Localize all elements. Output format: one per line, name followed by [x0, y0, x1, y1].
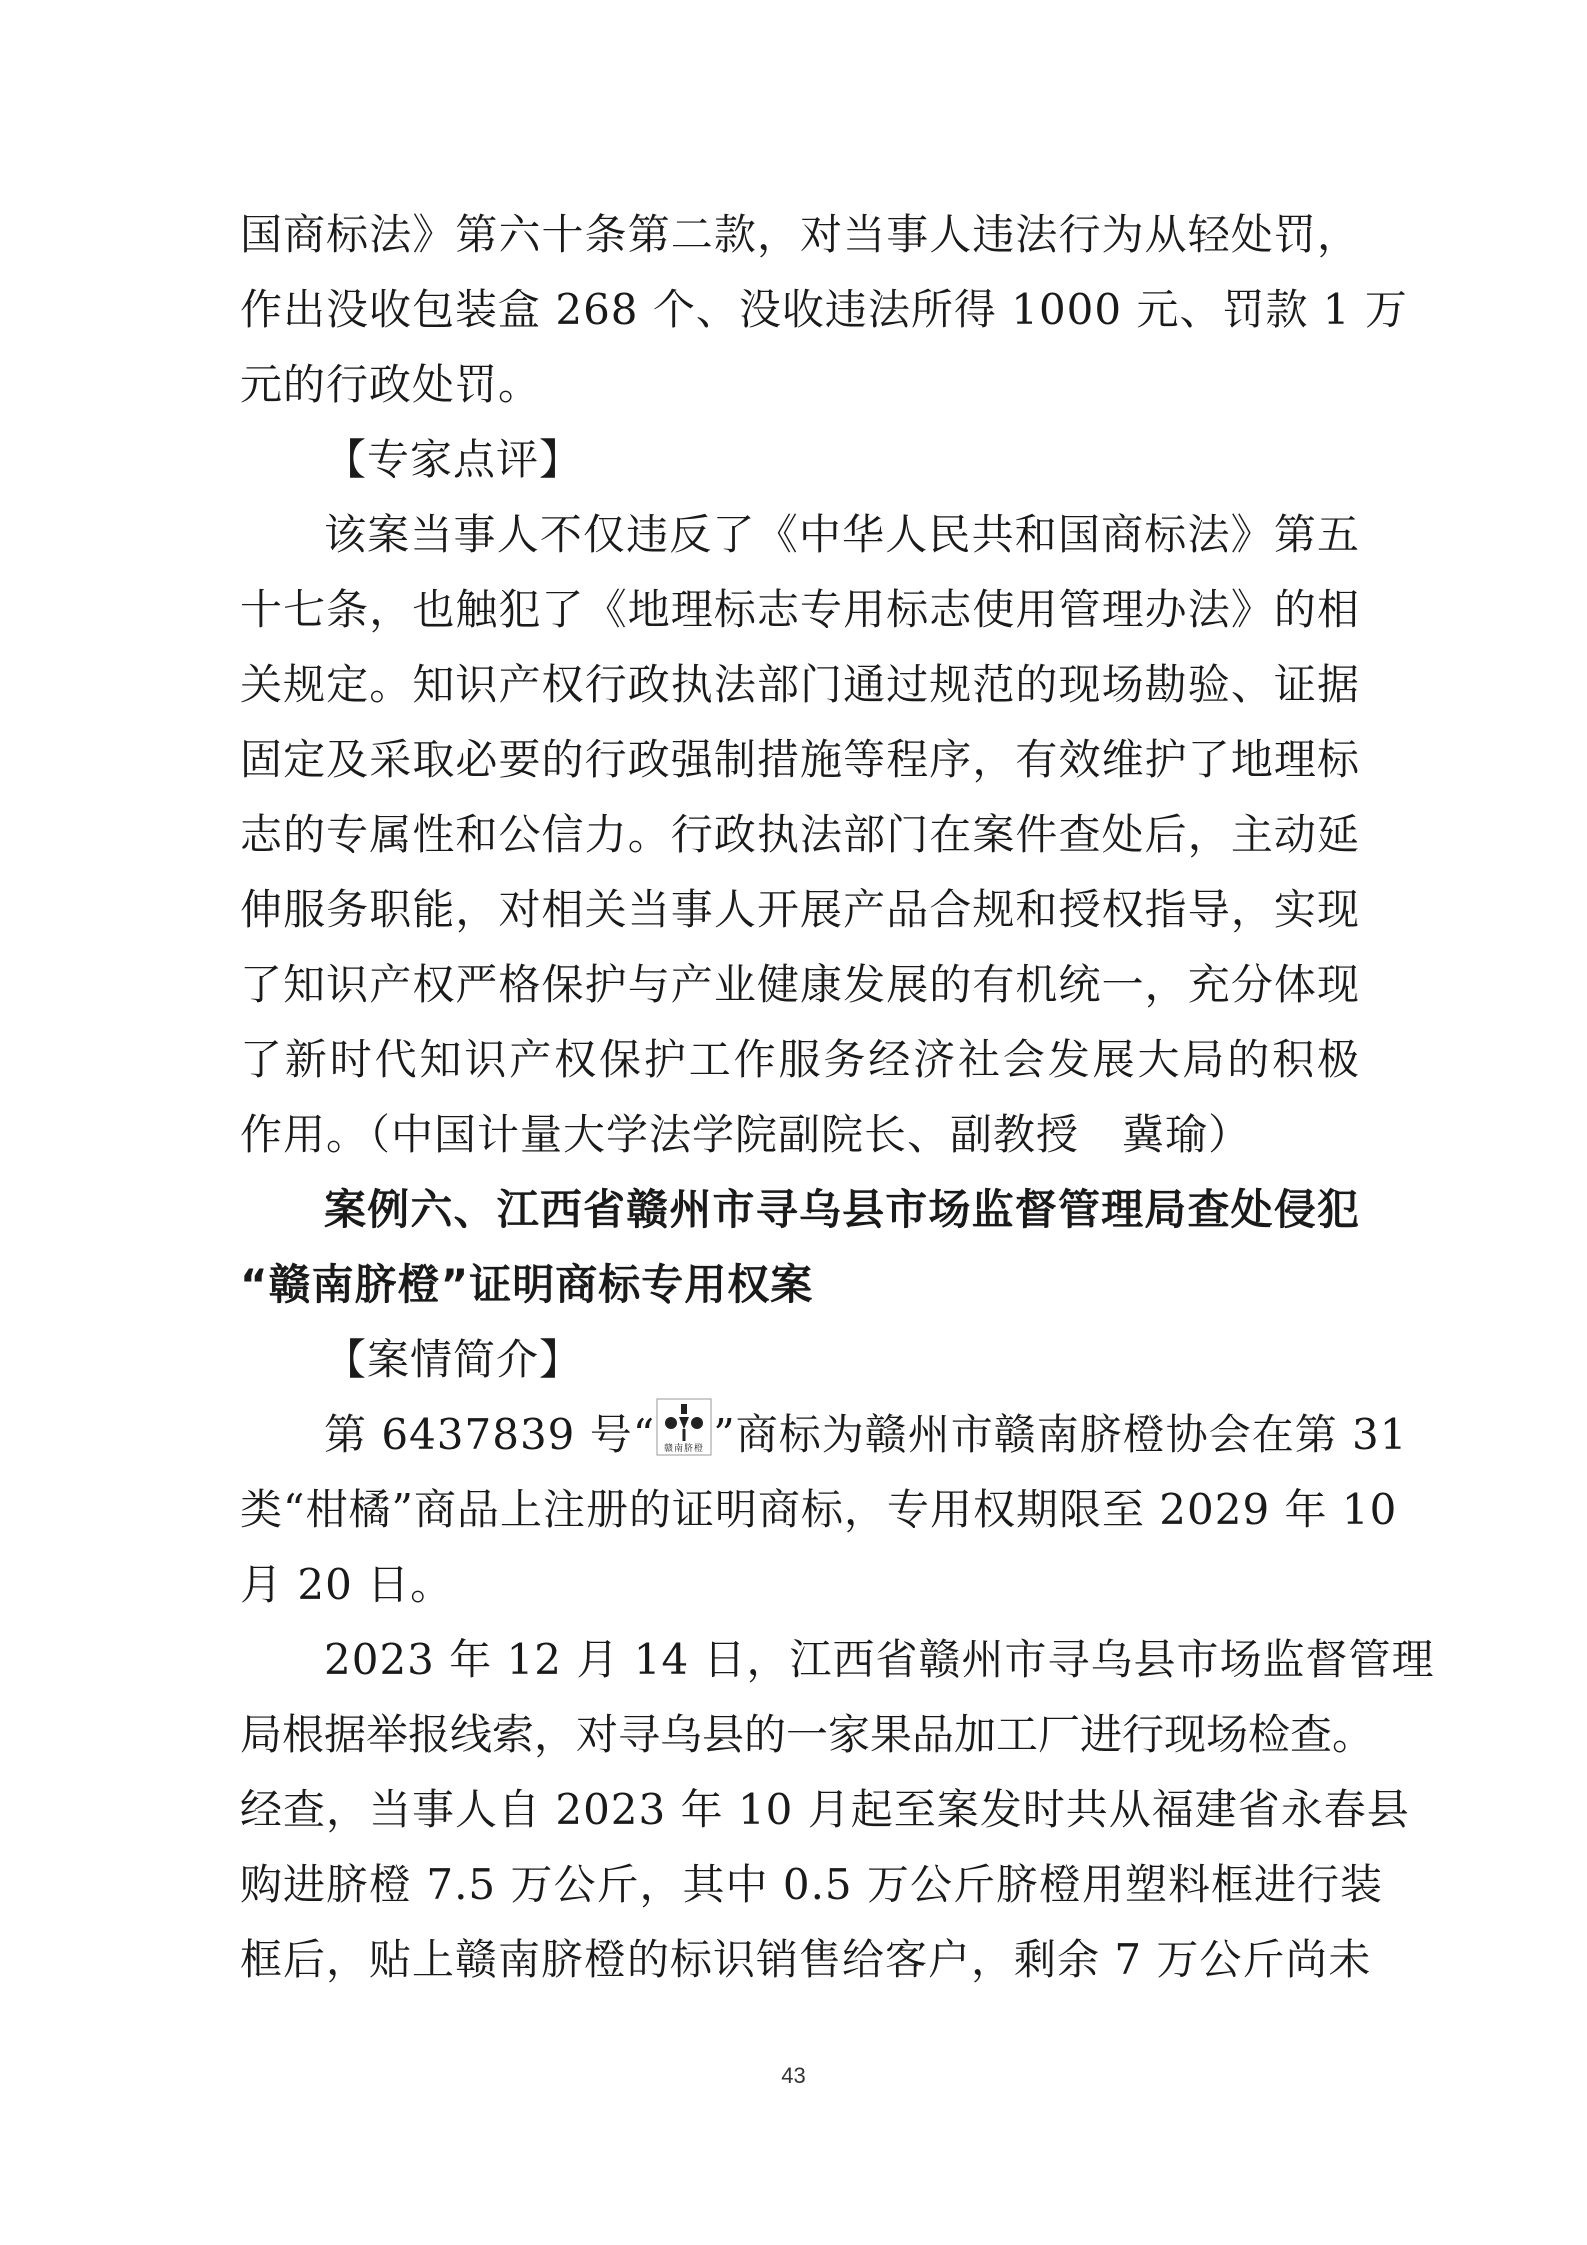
paragraph-line: 十七条，也触犯了《地理标志专用标志使用管理办法》的相 — [240, 585, 1360, 634]
paragraph-line: 国商标法》第六十条第二款，对当事人违法行为从轻处罚， — [240, 210, 1360, 259]
paragraph-line: 购进脐橙 7.5 万公斤，其中 0.5 万公斤脐橙用塑料框进行装 — [240, 1860, 1383, 1909]
expert-attribution-line: 作用。（中国计量大学法学院副院长、副教授 冀瑜） — [240, 1110, 1252, 1159]
paragraph-line: 经查，当事人自 2023 年 10 月起至案发时共从福建省永春县 — [240, 1785, 1410, 1834]
paragraph-line: 局根据举报线索，对寻乌县的一家果品加工厂进行现场检查。 — [240, 1710, 1375, 1759]
paragraph-line: 伸服务职能，对相关当事人开展产品合规和授权指导，实现 — [240, 885, 1360, 934]
paragraph-line: 框后，贴上赣南脐橙的标识销售给客户，剩余 7 万公斤尚未 — [240, 1935, 1372, 1984]
paragraph-line: 了知识产权严格保护与产业健康发展的有机统一，充分体现 — [240, 960, 1360, 1009]
paragraph-line: 月 20 日。 — [240, 1560, 454, 1609]
paragraph-line: 志的专属性和公信力。行政执法部门在案件查处后，主动延 — [240, 810, 1360, 859]
paragraph-line: 关规定。知识产权行政执法部门通过规范的现场勘验、证据 — [240, 660, 1360, 709]
section-label-case-summary: 【案情简介】 — [324, 1335, 583, 1384]
paragraph-line: 作出没收包装盒 268 个、没收违法所得 1000 元、罚款 1 万 — [240, 285, 1408, 334]
paragraph-text: 第 6437839 号“ — [324, 1410, 656, 1459]
paragraph-line-with-logo — [324, 1405, 1408, 1465]
paragraph-line: 了新时代知识产权保护工作服务经济社会发展大局的积极 — [240, 1035, 1360, 1084]
paragraph-line: 元的行政处罚。 — [240, 360, 542, 409]
page-number: 43 — [781, 2063, 806, 2088]
paragraph-line: 类“柑橘”商品上注册的证明商标，专用权期限至 2029 年 10 — [240, 1485, 1398, 1534]
paragraph-text: ”商标为赣州市赣南脐橙协会在第 31 — [713, 1410, 1408, 1459]
paragraph-line: 2023 年 12 月 14 日，江西省赣州市寻乌县市场监督管理 — [324, 1635, 1435, 1684]
case-heading: “赣南脐橙”证明商标专用权案 — [240, 1260, 814, 1309]
gannan-navel-orange-trademark-logo — [655, 1397, 713, 1457]
section-label-expert-review: 【专家点评】 — [324, 435, 583, 484]
paragraph-line: 该案当事人不仅违反了《中华人民共和国商标法》第五 — [324, 510, 1360, 559]
case-heading: 案例六、江西省赣州市寻乌县市场监督管理局查处侵犯 — [324, 1185, 1360, 1234]
svg-text:赣南脐橙: 赣南脐橙 — [664, 1444, 705, 1454]
paragraph-line: 固定及采取必要的行政强制措施等程序，有效维护了地理标 — [240, 735, 1360, 784]
